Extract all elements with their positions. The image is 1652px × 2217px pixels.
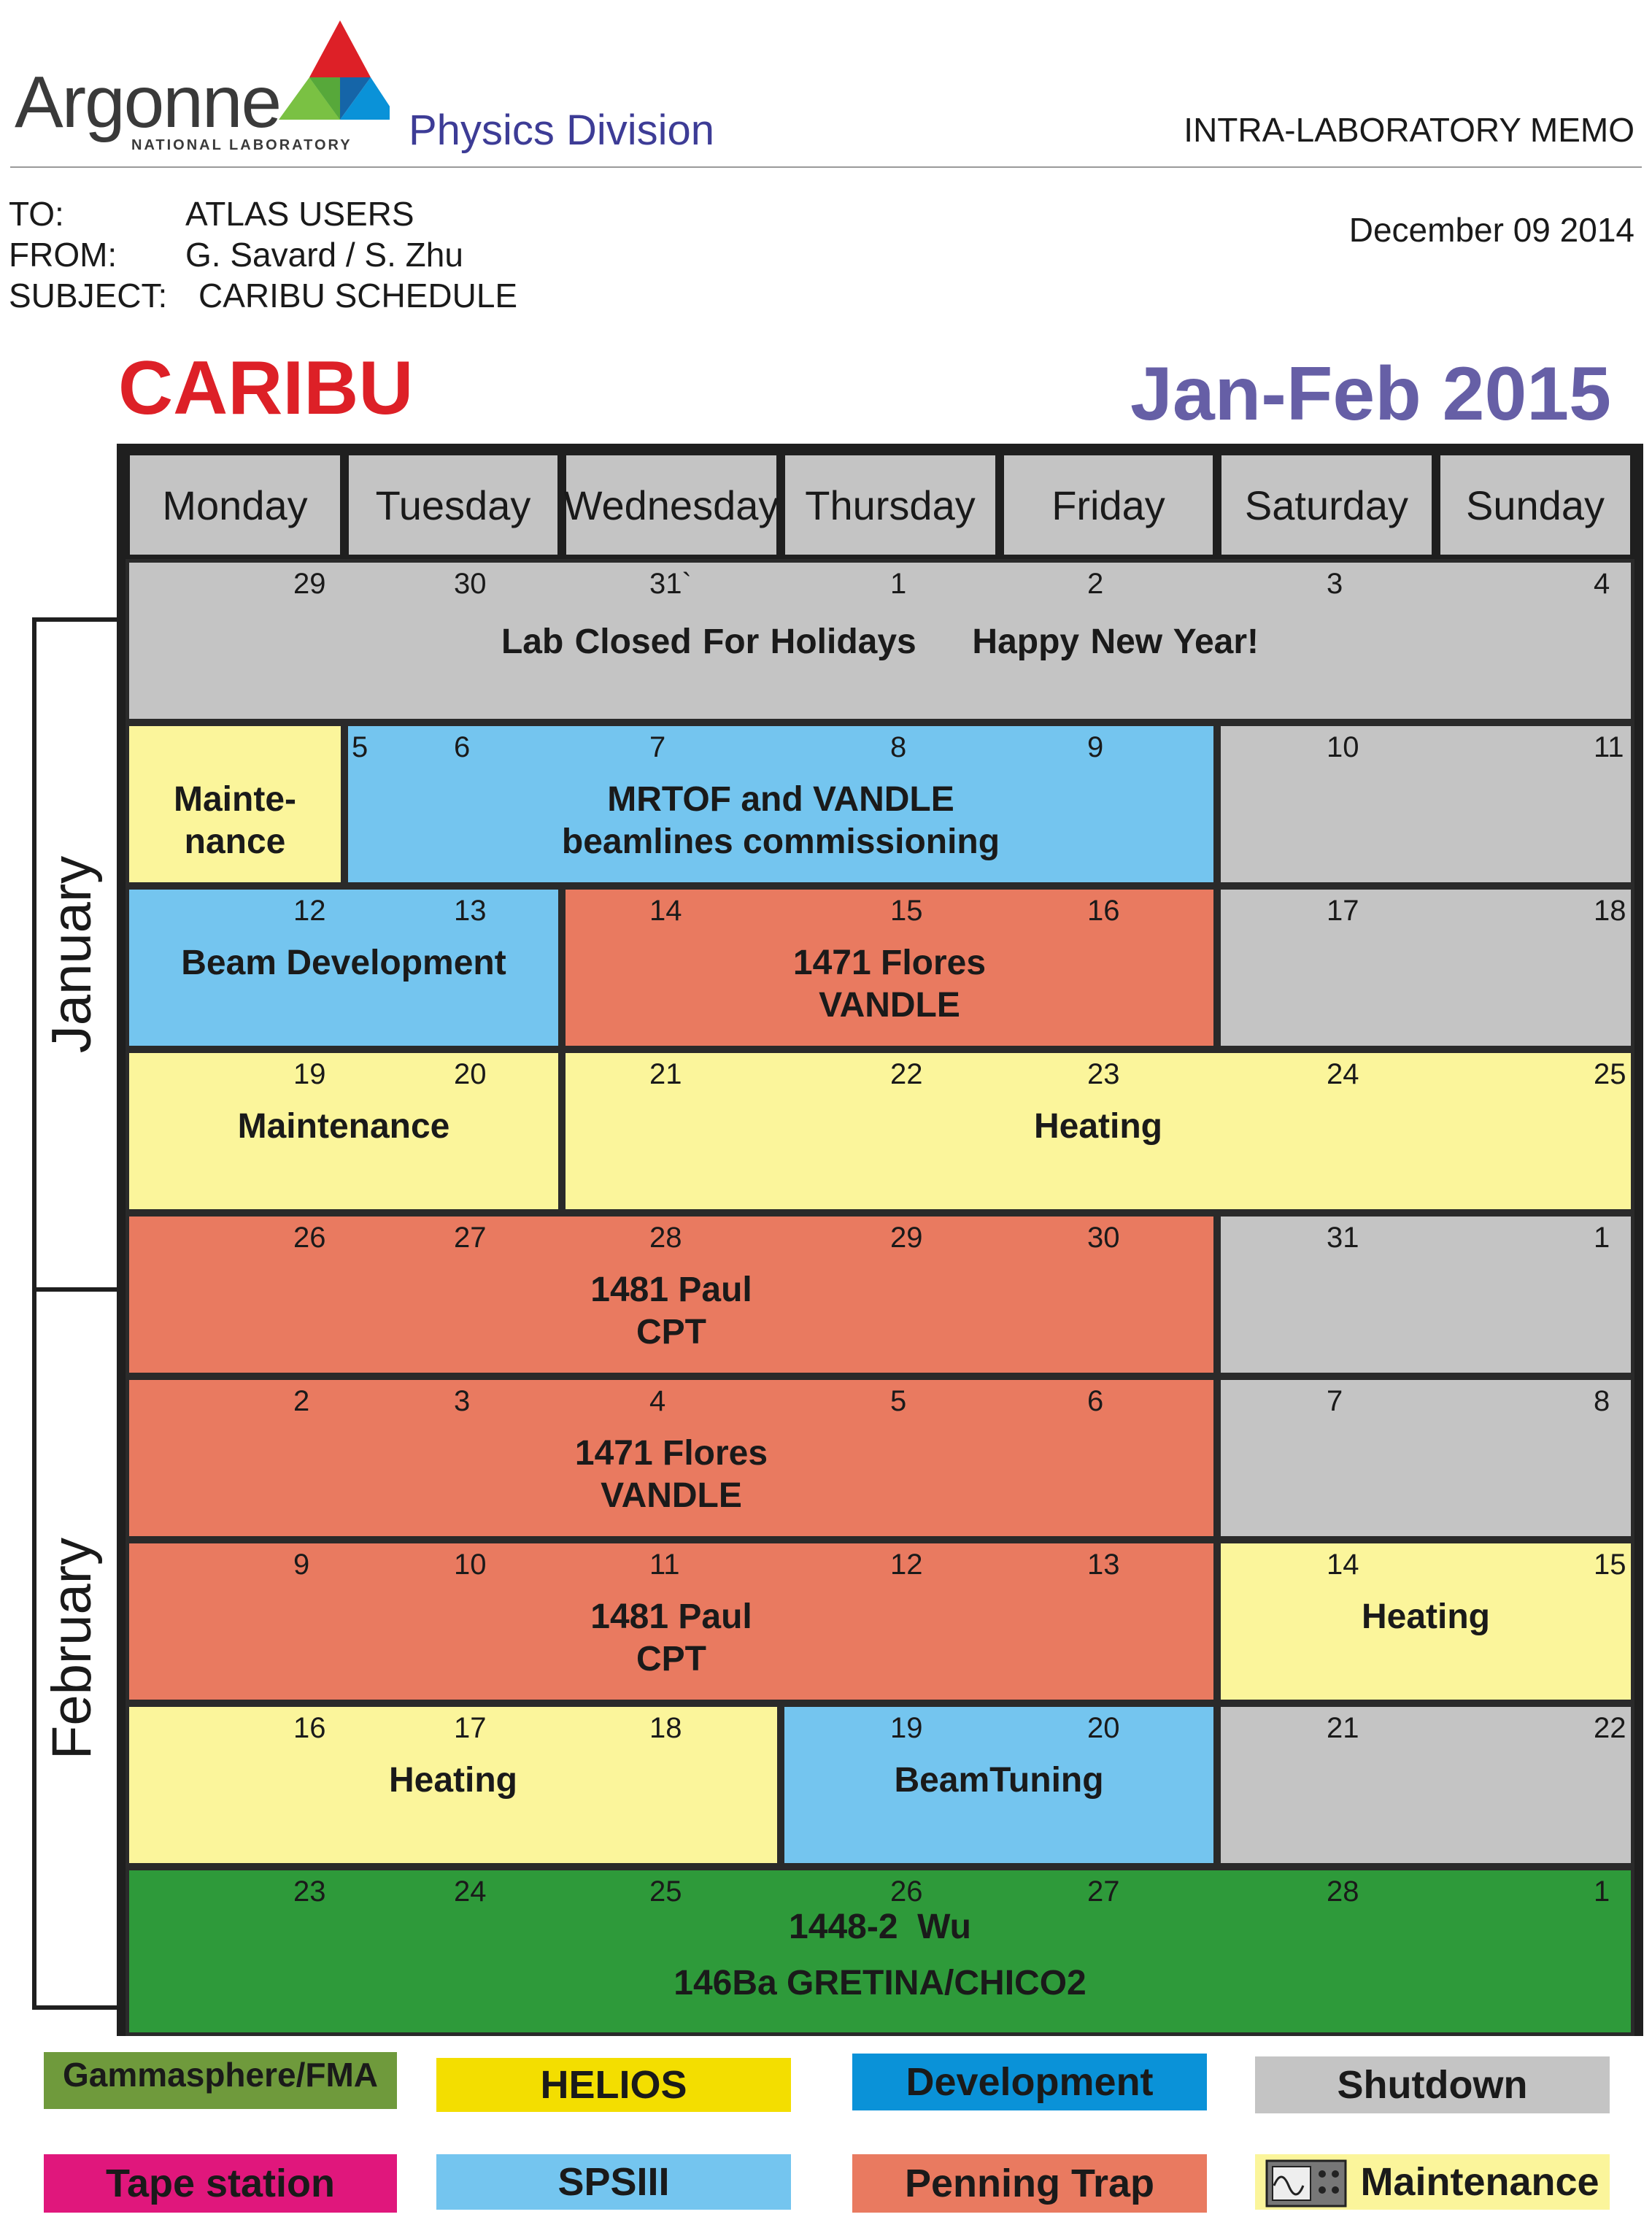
day-number: 22 bbox=[890, 1058, 923, 1090]
weekday-header-monday: Monday bbox=[126, 451, 344, 559]
day-number: 30 bbox=[1087, 1222, 1120, 1254]
oscilloscope-icon bbox=[1265, 2156, 1347, 2208]
block-label: 1481 Paul CPT bbox=[590, 1271, 752, 1352]
day-number: 23 bbox=[293, 1875, 326, 1908]
day-number: 27 bbox=[454, 1222, 487, 1254]
schedule-block[interactable] bbox=[344, 722, 1217, 886]
weekday-header-thursday: Thursday bbox=[781, 451, 1000, 559]
day-number: 7 bbox=[649, 731, 666, 763]
day-number: 16 bbox=[293, 1712, 326, 1744]
period-title: Jan-Feb 2015 bbox=[1130, 352, 1611, 436]
header-divider bbox=[10, 166, 1642, 168]
day-number: 31` bbox=[649, 568, 692, 600]
block-label: Heating bbox=[1033, 1107, 1162, 1146]
day-number: 26 bbox=[293, 1222, 326, 1254]
day-number: 29 bbox=[293, 568, 326, 600]
day-number: 3 bbox=[1327, 568, 1343, 600]
schedule-block[interactable] bbox=[1217, 1376, 1634, 1540]
day-number: 24 bbox=[1327, 1058, 1359, 1090]
day-number: 11 bbox=[1594, 731, 1624, 763]
day-number: 15 bbox=[890, 895, 923, 927]
day-number: 9 bbox=[293, 1549, 310, 1581]
day-number: 10 bbox=[454, 1549, 487, 1581]
day-number: 7 bbox=[1327, 1385, 1343, 1417]
day-number: 12 bbox=[293, 895, 326, 927]
weekday-header-friday: Friday bbox=[1000, 451, 1217, 559]
legend-label: Gammasphere/FMA bbox=[62, 2056, 378, 2094]
legend-label: SPSIII bbox=[557, 2160, 670, 2204]
subject-label: SUBJECT: bbox=[9, 277, 168, 315]
day-number: 29 bbox=[890, 1222, 923, 1254]
memo-type: INTRA-LABORATORY MEMO bbox=[1184, 111, 1634, 149]
day-number: 3 bbox=[454, 1385, 471, 1417]
schedule-block[interactable] bbox=[1217, 1213, 1634, 1376]
block-label: MRTOF and VANDLE beamlines commissioning bbox=[561, 780, 1000, 861]
day-number: 19 bbox=[293, 1058, 326, 1090]
schedule-block[interactable] bbox=[126, 1049, 562, 1213]
legend-label: Penning Trap bbox=[904, 2162, 1155, 2205]
from-label: FROM: bbox=[9, 236, 117, 274]
weekday-header-tuesday: Tuesday bbox=[344, 451, 562, 559]
day-number: 6 bbox=[1087, 1385, 1104, 1417]
day-number: 2 bbox=[1087, 568, 1104, 600]
day-number: 23 bbox=[1087, 1058, 1120, 1090]
block-label: Heating bbox=[388, 1761, 517, 1800]
block-label: Heating bbox=[1361, 1597, 1490, 1636]
day-number: 15 bbox=[1594, 1549, 1626, 1581]
month-label-january: January bbox=[41, 855, 104, 1054]
legend-spsiii bbox=[436, 2154, 791, 2210]
day-number: 9 bbox=[1087, 731, 1104, 763]
legend-label: Development bbox=[906, 2060, 1154, 2104]
block-label: 1471 Flores VANDLE bbox=[574, 1434, 768, 1515]
day-number: 4 bbox=[1594, 568, 1610, 600]
day-number: 1 bbox=[1594, 1875, 1610, 1908]
day-number: 11 bbox=[649, 1549, 680, 1581]
day-number: 25 bbox=[649, 1875, 682, 1908]
schedule-block[interactable] bbox=[781, 1703, 1217, 1867]
day-number: 28 bbox=[1327, 1875, 1359, 1908]
day-number: 12 bbox=[890, 1549, 923, 1581]
org-subtitle: NATIONAL LABORATORY bbox=[131, 137, 352, 153]
schedule-block[interactable] bbox=[1217, 1540, 1634, 1703]
day-number: 14 bbox=[649, 895, 682, 927]
block-label: Lab Closed For Holidays Happy New Year! bbox=[501, 622, 1259, 661]
legend-label: HELIOS bbox=[540, 2063, 687, 2107]
block-label: Maintenance bbox=[237, 1107, 450, 1146]
legend-label: Tape station bbox=[105, 2162, 336, 2205]
from-value: G. Savard / S. Zhu bbox=[185, 236, 463, 274]
block-label: Mainte- nance bbox=[174, 780, 296, 861]
block-label: Beam Development bbox=[181, 944, 506, 982]
day-number: 20 bbox=[1087, 1712, 1120, 1744]
schedule-block[interactable] bbox=[126, 1376, 1217, 1540]
day-number: 20 bbox=[454, 1058, 487, 1090]
weekday-header-saturday: Saturday bbox=[1217, 451, 1436, 559]
day-number: 22 bbox=[1594, 1712, 1626, 1744]
legend-label: Shutdown bbox=[1337, 2063, 1528, 2107]
day-number: 1 bbox=[1594, 1222, 1610, 1254]
day-number: 8 bbox=[1594, 1385, 1610, 1417]
legend-development bbox=[852, 2054, 1207, 2110]
weekday-header-wednesday: Wednesday bbox=[562, 451, 781, 559]
day-number: 13 bbox=[454, 895, 487, 927]
legend-penning-trap bbox=[852, 2154, 1207, 2213]
subject-value: CARIBU SCHEDULE bbox=[198, 277, 518, 315]
day-number: 21 bbox=[1327, 1712, 1359, 1744]
day-number: 2 bbox=[293, 1385, 310, 1417]
day-number: 17 bbox=[454, 1712, 487, 1744]
day-number: 17 bbox=[1327, 895, 1359, 927]
day-number: 27 bbox=[1087, 1875, 1120, 1908]
schedule-block[interactable] bbox=[1217, 1703, 1634, 1867]
day-number: 25 bbox=[1594, 1058, 1626, 1090]
legend-shutdown bbox=[1255, 2056, 1610, 2113]
schedule-block[interactable] bbox=[126, 1867, 1634, 2036]
day-number: 31 bbox=[1327, 1222, 1359, 1254]
day-number: 16 bbox=[1087, 895, 1120, 927]
division-name: Physics Division bbox=[409, 107, 714, 154]
day-number: 28 bbox=[649, 1222, 682, 1254]
day-number: 18 bbox=[1594, 895, 1626, 927]
day-number: 19 bbox=[890, 1712, 923, 1744]
facility-title: CARIBU bbox=[118, 346, 414, 431]
day-number: 13 bbox=[1087, 1549, 1120, 1581]
block-label: BeamTuning bbox=[894, 1761, 1104, 1800]
schedule-block[interactable] bbox=[1217, 886, 1634, 1049]
schedule-block[interactable] bbox=[126, 886, 562, 1049]
legend-helios bbox=[436, 2058, 791, 2112]
block-label: 1481 Paul CPT bbox=[590, 1597, 752, 1678]
schedule-block[interactable] bbox=[126, 1703, 781, 1867]
weekday-header-sunday: Sunday bbox=[1436, 451, 1634, 559]
block-label: 1471 Flores VANDLE bbox=[792, 944, 987, 1025]
block-label: 1448-2 Wu 146Ba GRETINA/CHICO2 bbox=[673, 1908, 1086, 2002]
day-number: 5 bbox=[352, 731, 368, 763]
day-number: 10 bbox=[1327, 731, 1359, 763]
legend-tape-station bbox=[44, 2154, 397, 2213]
day-number: 6 bbox=[454, 731, 471, 763]
month-label-february: February bbox=[41, 1537, 103, 1760]
day-number: 4 bbox=[649, 1385, 666, 1417]
memo-date: December 09 2014 bbox=[1348, 211, 1634, 249]
calendar-grid bbox=[117, 444, 1643, 2036]
day-number: 30 bbox=[454, 568, 487, 600]
day-number: 18 bbox=[649, 1712, 682, 1744]
schedule-block[interactable] bbox=[1217, 722, 1634, 886]
to-label: TO: bbox=[9, 195, 64, 233]
day-number: 14 bbox=[1327, 1549, 1359, 1581]
legend-label: Maintenance bbox=[1360, 2160, 1599, 2204]
day-number: 5 bbox=[890, 1385, 907, 1417]
day-number: 8 bbox=[890, 731, 907, 763]
day-number: 1 bbox=[890, 568, 907, 600]
schedule-block[interactable] bbox=[126, 722, 344, 886]
day-number: 21 bbox=[649, 1058, 682, 1090]
org-name: Argonne bbox=[15, 61, 281, 143]
to-value: ATLAS USERS bbox=[185, 195, 414, 233]
day-number: 26 bbox=[890, 1875, 923, 1908]
legend-maintenance bbox=[1255, 2154, 1610, 2210]
legend-gammasphere-fma bbox=[44, 2052, 397, 2109]
day-number: 24 bbox=[454, 1875, 487, 1908]
schedule-block[interactable] bbox=[126, 559, 1634, 722]
